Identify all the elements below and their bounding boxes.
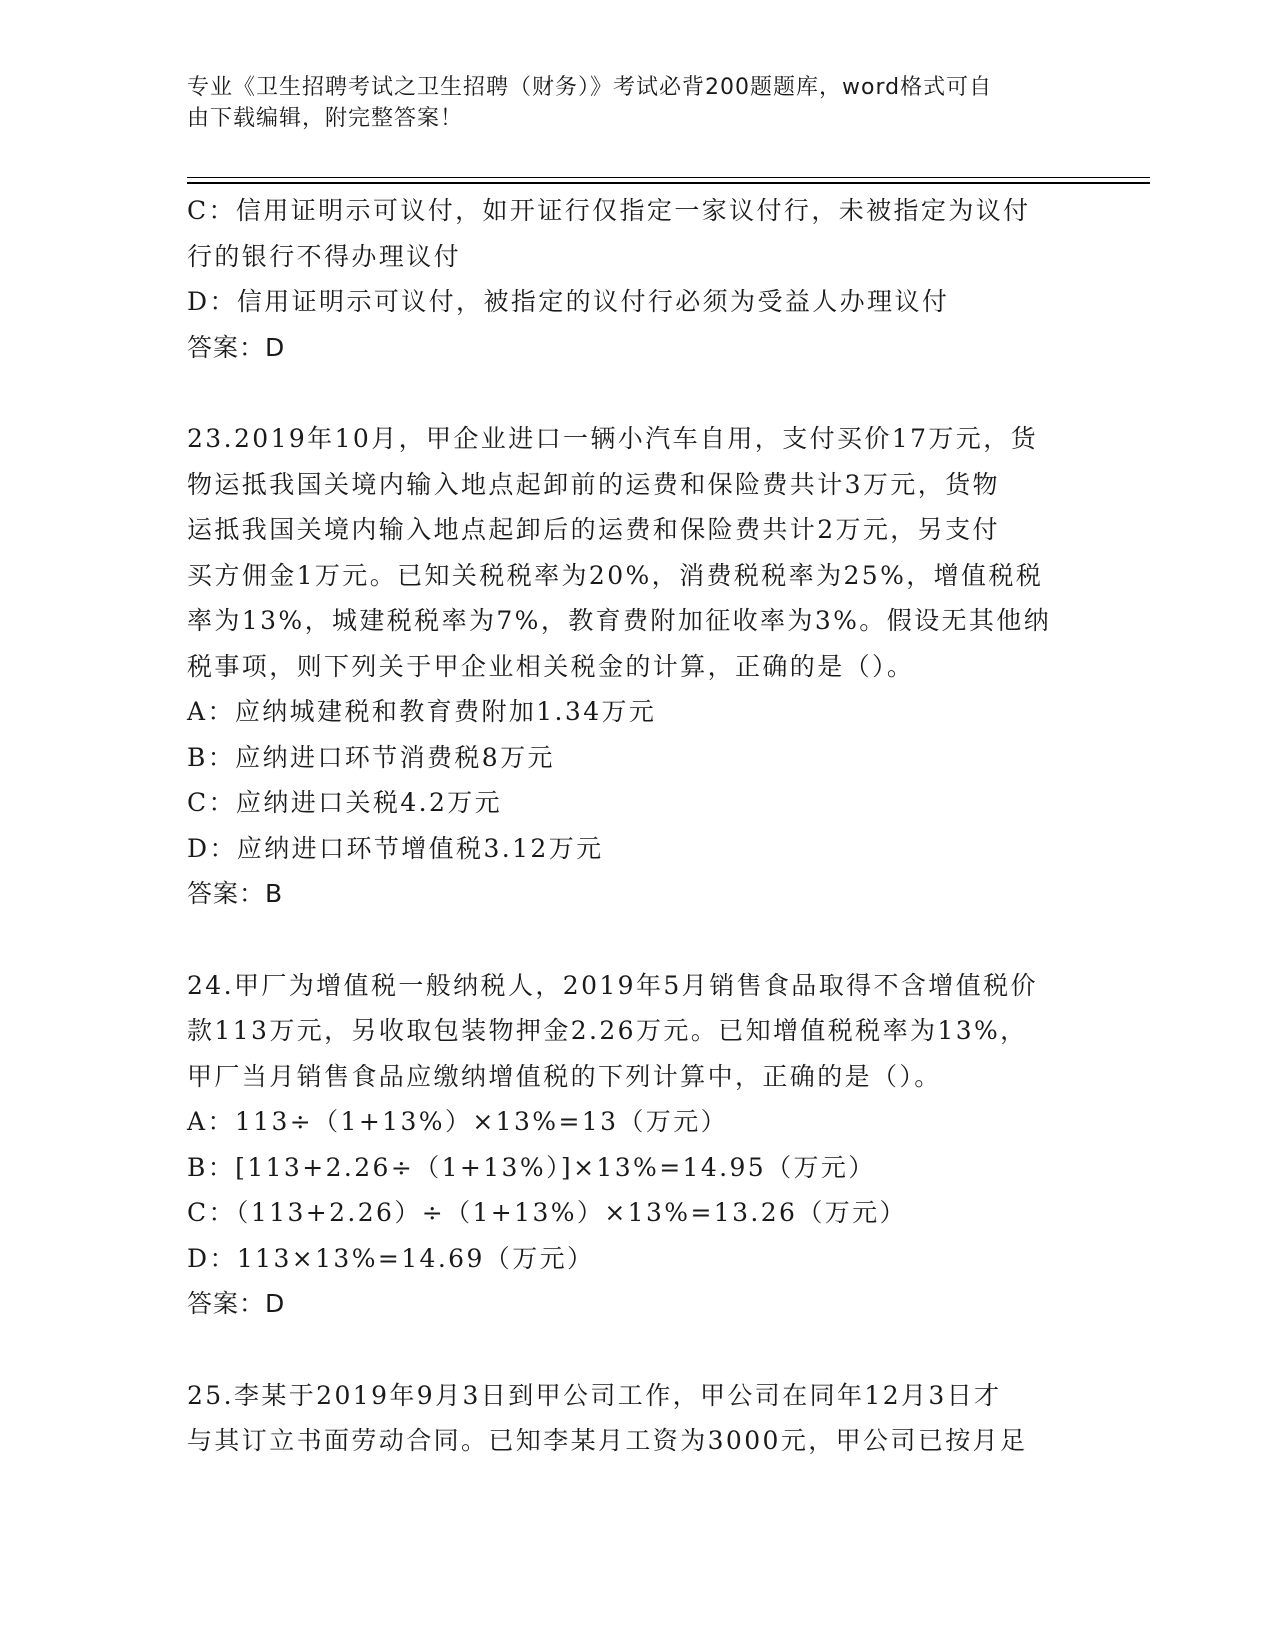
- q23-answer: 答案：B: [187, 879, 284, 908]
- q23-stem-line-2: 物运抵我国关境内输入地点起卸前的运费和保险费共计3万元，货物: [187, 469, 1000, 499]
- question-22: [187, 188, 1087, 370]
- spacer: [187, 1327, 1087, 1373]
- q24-option-b: B：[113+2.26÷（1+13%）]×13%=14.95（万元）: [187, 1152, 876, 1182]
- q23-option-a: A：应纳城建税和教育费附加1.34万元: [187, 697, 657, 726]
- q24-option-a: A：113÷（1+13%）×13%=13（万元）: [187, 1107, 729, 1136]
- spacer: [187, 370, 1087, 416]
- q25-stem-line-1: 25.李某于2019年9月3日到甲公司工作，甲公司在同年12月3日才: [187, 1380, 1002, 1410]
- document-header: [187, 72, 1067, 134]
- q24-stem-line-3: 甲厂当月销售食品应缴纳增值税的下列计算中，正确的是（）。: [187, 1061, 942, 1091]
- q23-option-d: D：应纳进口环节增值税3.12万元: [187, 833, 604, 863]
- question-24: [187, 963, 1087, 1327]
- q24-option-d: D：113×13%=14.69（万元）: [187, 1243, 595, 1273]
- q25-stem-line-2: 与其订立书面劳动合同。已知李某月工资为3000元，甲公司已按月足: [187, 1426, 1028, 1455]
- q22-option-c-line-1: C：信用证明示可议付，如开证行仅指定一家议付行，未被指定为议付: [187, 196, 1031, 225]
- q23-option-c: C：应纳进口关税4.2万元: [187, 788, 503, 817]
- q23-stem-line-5: 率为13%，城建税税率为7%，教育费附加征收率为3%。假设无其他纳: [187, 606, 1052, 635]
- q22-option-c-line-2: 行的银行不得办理议付: [187, 241, 462, 271]
- q23-stem-line-4: 买方佣金1万元。已知关税税率为20%，消费税税率为25%，增值税税: [187, 560, 1044, 590]
- header-title-line-1: 专业《卫生招聘考试之卫生招聘（财务）》考试必背200题题库，word格式可自: [187, 75, 993, 100]
- q24-stem-line-2: 款113万元，另收取包装物押金2.26万元。已知增值税税率为13%，: [187, 1016, 1028, 1045]
- q22-option-d: D：信用证明示可议付，被指定的议付行必须为受益人办理议付: [187, 287, 950, 316]
- header-title-line-2: 由下载编辑，附完整答案！: [187, 106, 464, 131]
- q23-stem-line-6: 税事项，则下列关于甲企业相关税金的计算，正确的是（）。: [187, 651, 915, 681]
- q22-answer: 答案：D: [187, 332, 286, 362]
- document-body: [187, 188, 1087, 1464]
- spacer: [187, 917, 1087, 963]
- q24-stem-line-1: 24.甲厂为增值税一般纳税人，2019年5月销售食品取得不含增值税价: [187, 970, 1038, 1000]
- header-divider-thick: [187, 182, 1150, 184]
- header-divider-thin: [187, 177, 1150, 178]
- q24-answer: 答案：D: [187, 1289, 286, 1318]
- q24-option-c: C：（113+2.26）÷（1+13%）×13%=13.26（万元）: [187, 1198, 907, 1227]
- question-25: [187, 1373, 1087, 1464]
- q23-stem-line-1: 23.2019年10月，甲企业进口一辆小汽车自用，支付买价17万元，货: [187, 424, 1039, 453]
- q23-option-b: B：应纳进口环节消费税8万元: [187, 742, 555, 772]
- question-23: [187, 416, 1087, 917]
- q23-stem-line-3: 运抵我国关境内输入地点起卸后的运费和保险费共计2万元，另支付: [187, 515, 1000, 544]
